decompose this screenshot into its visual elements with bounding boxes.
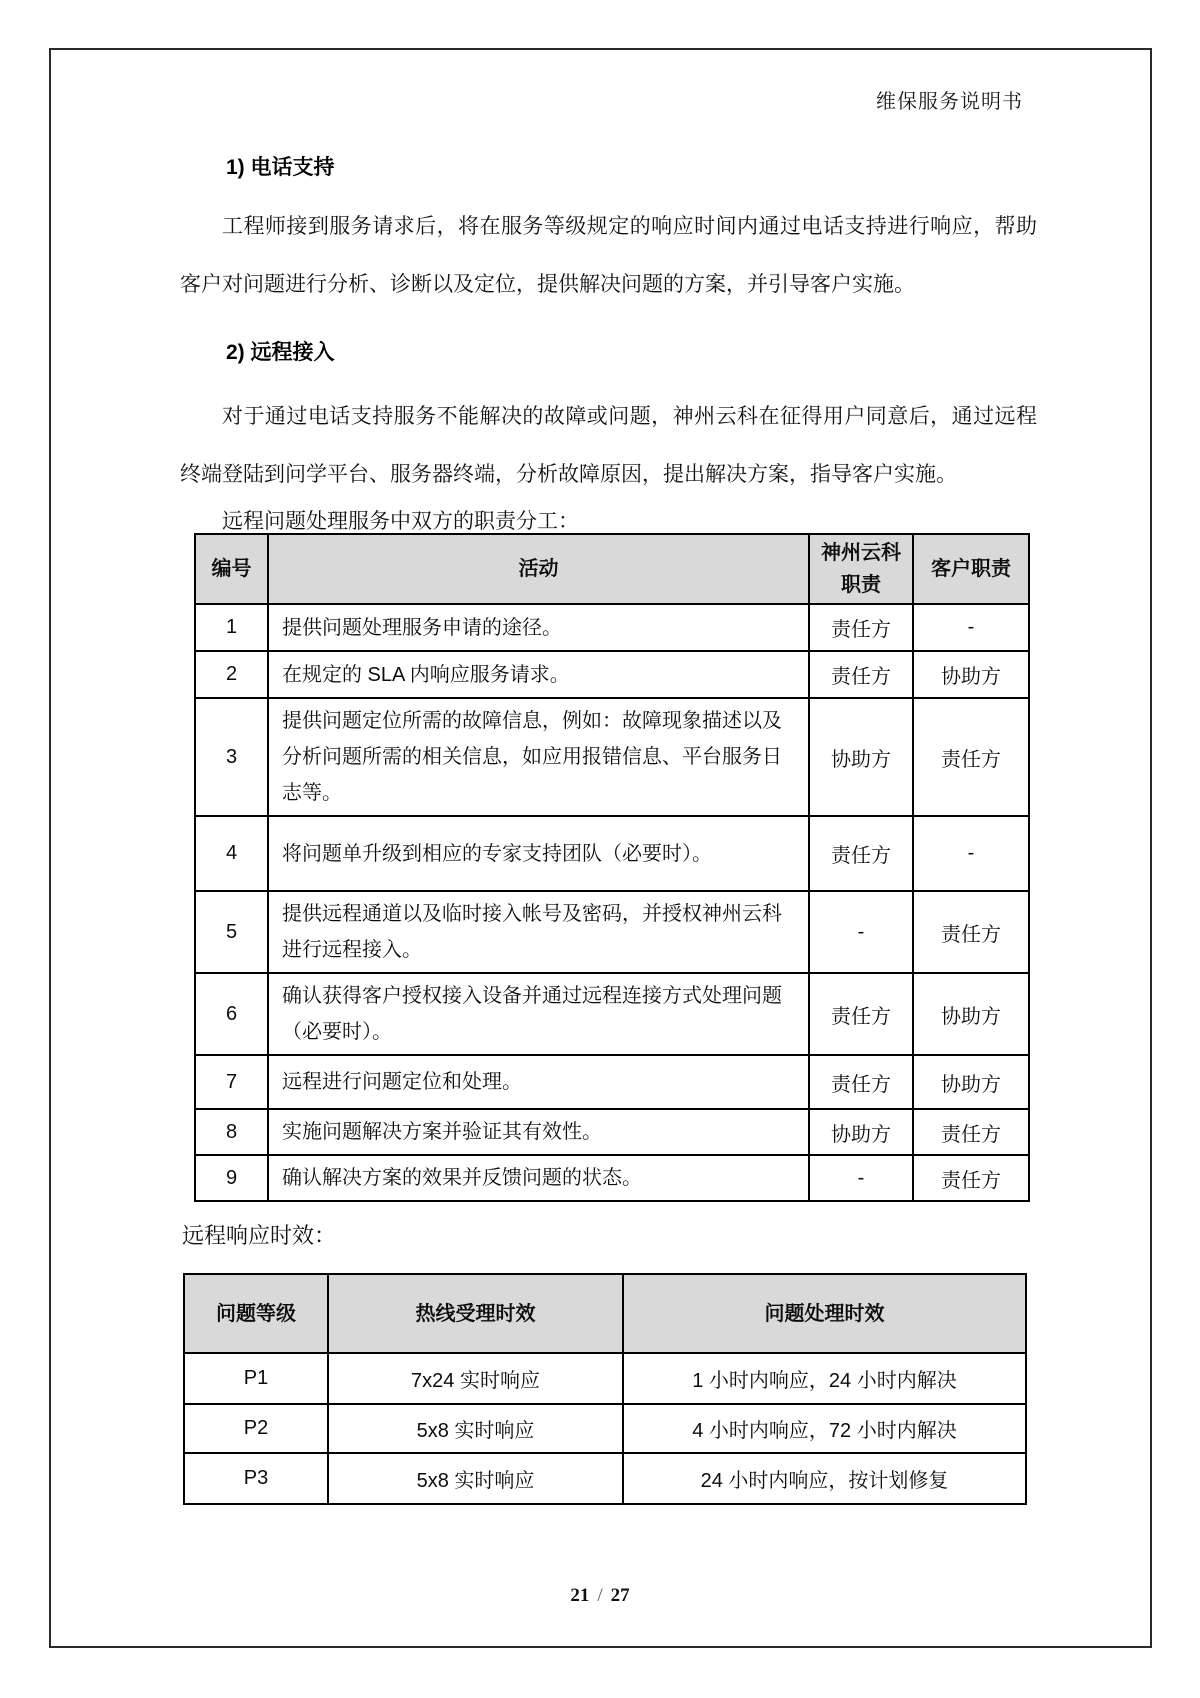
cell-customer-role: 协助方 bbox=[913, 1055, 1029, 1109]
cell-problem-handling: 24 小时内响应，按计划修复 bbox=[623, 1453, 1026, 1504]
sla-table-grid bbox=[183, 1273, 1027, 1505]
sla-table bbox=[183, 1273, 1025, 1505]
cell-vendor-role: 协助方 bbox=[809, 698, 913, 816]
document-header-title: 维保服务说明书 bbox=[876, 91, 1023, 113]
cell-activity: 提供问题处理服务申请的途径。 bbox=[268, 604, 809, 651]
cell-vendor-role: - bbox=[809, 891, 913, 973]
cell-activity: 提供远程通道以及临时接入帐号及密码，并授权神州云科进行远程接入。 bbox=[268, 891, 809, 973]
cell-activity: 提供问题定位所需的故障信息，例如：故障现象描述以及分析问题所需的相关信息，如应用报错信息、平台服务日志等。 bbox=[268, 698, 809, 816]
cell-customer-role: 责任方 bbox=[913, 891, 1029, 973]
cell-problem-handling: 4 小时内响应，72 小时内解决 bbox=[623, 1404, 1026, 1453]
column-header-vendor-role: 神州云科职责 bbox=[809, 534, 913, 604]
cell-no: 1 bbox=[195, 604, 268, 651]
responsibility-table bbox=[194, 533, 1028, 1202]
cell-activity: 实施问题解决方案并验证其有效性。 bbox=[268, 1109, 809, 1155]
page-number bbox=[0, 1585, 1200, 1607]
cell-hotline-response: 7x24 实时响应 bbox=[328, 1353, 623, 1404]
cell-vendor-role: 责任方 bbox=[809, 604, 913, 651]
cell-vendor-role: 责任方 bbox=[809, 651, 913, 698]
cell-problem-level: P1 bbox=[184, 1353, 328, 1404]
table-row bbox=[195, 891, 1029, 973]
cell-hotline-response: 5x8 实时响应 bbox=[328, 1404, 623, 1453]
cell-activity: 确认解决方案的效果并反馈问题的状态。 bbox=[268, 1155, 809, 1201]
cell-no: 9 bbox=[195, 1155, 268, 1201]
cell-problem-handling: 1 小时内响应，24 小时内解决 bbox=[623, 1353, 1026, 1404]
table-row bbox=[195, 1055, 1029, 1109]
table-row bbox=[195, 604, 1029, 651]
table-row bbox=[195, 973, 1029, 1055]
table-row bbox=[184, 1353, 1026, 1404]
section-heading-phone-support: 1) 电话支持 bbox=[226, 156, 335, 179]
table-header-row bbox=[195, 534, 1029, 604]
column-header-problem-level: 问题等级 bbox=[184, 1274, 328, 1353]
cell-vendor-role: - bbox=[809, 1155, 913, 1201]
cell-customer-role: 协助方 bbox=[913, 973, 1029, 1055]
cell-no: 4 bbox=[195, 816, 268, 891]
responsibility-table-lead-in: 远程问题处理服务中双方的职责分工： bbox=[222, 510, 579, 533]
cell-activity: 远程进行问题定位和处理。 bbox=[268, 1055, 809, 1109]
cell-no: 3 bbox=[195, 698, 268, 816]
responsibility-table-grid bbox=[194, 533, 1030, 1202]
cell-vendor-role: 协助方 bbox=[809, 1109, 913, 1155]
cell-vendor-role: 责任方 bbox=[809, 1055, 913, 1109]
cell-activity: 确认获得客户授权接入设备并通过远程连接方式处理问题（必要时）。 bbox=[268, 973, 809, 1055]
cell-vendor-role: 责任方 bbox=[809, 973, 913, 1055]
table-row bbox=[195, 816, 1029, 891]
column-header-problem-handling: 问题处理时效 bbox=[623, 1274, 1026, 1353]
cell-vendor-role: 责任方 bbox=[809, 816, 913, 891]
cell-no: 8 bbox=[195, 1109, 268, 1155]
table-row bbox=[184, 1453, 1026, 1504]
column-header-hotline-response: 热线受理时效 bbox=[328, 1274, 623, 1353]
cell-customer-role: 责任方 bbox=[913, 698, 1029, 816]
cell-hotline-response: 5x8 实时响应 bbox=[328, 1453, 623, 1504]
section-heading-remote-access: 2) 远程接入 bbox=[226, 341, 335, 364]
cell-customer-role: - bbox=[913, 816, 1029, 891]
cell-no: 5 bbox=[195, 891, 268, 973]
cell-no: 6 bbox=[195, 973, 268, 1055]
column-header-customer-role: 客户职责 bbox=[913, 534, 1029, 604]
table-row bbox=[195, 651, 1029, 698]
cell-activity: 在规定的 SLA 内响应服务请求。 bbox=[268, 651, 809, 698]
sla-section-heading: 远程响应时效： bbox=[182, 1223, 337, 1248]
table-row bbox=[195, 1155, 1029, 1201]
paragraph-remote-access: 对于通过电话支持服务不能解决的故障或问题，神州云科在征得用户同意后，通过远程终端登陆到问学平台、服务器终端，分析故障原因，提出解决方案，指导客户实施。 bbox=[180, 405, 1037, 486]
cell-no: 2 bbox=[195, 651, 268, 698]
table-header-row bbox=[184, 1274, 1026, 1353]
cell-activity: 将问题单升级到相应的专家支持团队（必要时）。 bbox=[268, 816, 809, 891]
column-header-no: 编号 bbox=[195, 534, 268, 604]
cell-problem-level: P2 bbox=[184, 1404, 328, 1453]
cell-customer-role: - bbox=[913, 604, 1029, 651]
page-number-current: 21 bbox=[570, 1585, 590, 1606]
page-number-separator: / bbox=[597, 1585, 603, 1606]
table-row bbox=[184, 1404, 1026, 1453]
page-number-total: 27 bbox=[610, 1585, 630, 1606]
cell-customer-role: 协助方 bbox=[913, 651, 1029, 698]
table-row bbox=[195, 1109, 1029, 1155]
cell-no: 7 bbox=[195, 1055, 268, 1109]
paragraph-phone-support: 工程师接到服务请求后，将在服务等级规定的响应时间内通过电话支持进行响应，帮助客户对问题进行分析、诊断以及定位，提供解决问题的方案，并引导客户实施。 bbox=[180, 215, 1037, 296]
cell-customer-role: 责任方 bbox=[913, 1109, 1029, 1155]
cell-problem-level: P3 bbox=[184, 1453, 328, 1504]
table-row bbox=[195, 698, 1029, 816]
column-header-activity: 活动 bbox=[268, 534, 809, 604]
cell-customer-role: 责任方 bbox=[913, 1155, 1029, 1201]
